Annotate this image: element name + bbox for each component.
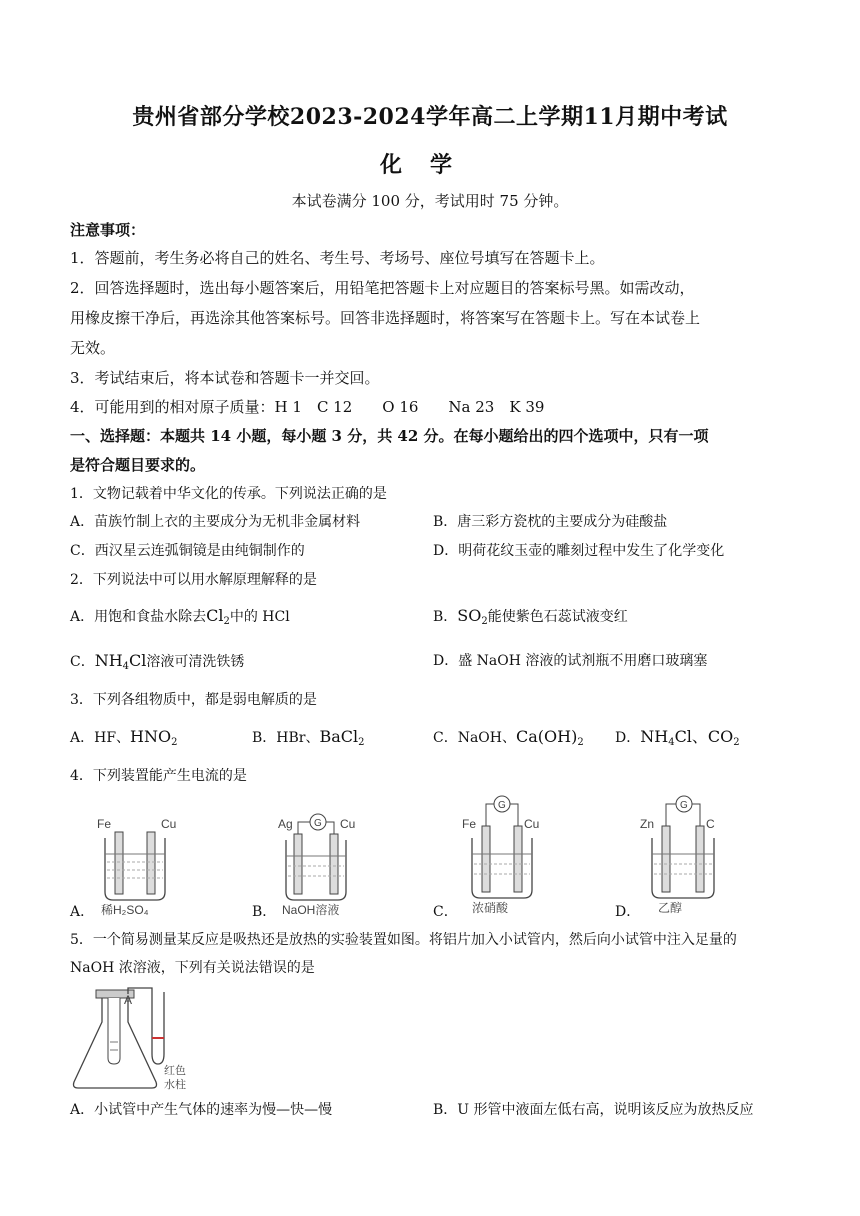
apparatus-a-diagram bbox=[95, 812, 180, 916]
wire bbox=[692, 804, 700, 826]
electrode bbox=[696, 826, 704, 892]
note-line: 用橡皮擦干净后，再选涂其他答案标号。回答非选择题时，将答案写在答题卡上。写在本试卷上 bbox=[70, 309, 701, 327]
wire bbox=[326, 822, 334, 834]
apparatus-b-diagram bbox=[274, 812, 364, 916]
beaker bbox=[472, 838, 532, 898]
option-d bbox=[615, 727, 740, 753]
note-line: 3．考试结束后，将本试卷和答题卡一并交回。 bbox=[70, 369, 380, 387]
formula: Cl bbox=[206, 606, 224, 625]
option-d: D．盛 NaOH 溶液的试剂瓶不用磨口玻璃塞 bbox=[433, 653, 708, 669]
option-text: C．NaOH、 bbox=[433, 730, 516, 746]
option-b bbox=[252, 727, 365, 753]
electrode-label: Cu bbox=[161, 817, 177, 831]
meter-label: G bbox=[498, 800, 506, 811]
beaker bbox=[652, 838, 714, 898]
option-d: D．明荷花纹玉壶的雕刻过程中发生了化学变化 bbox=[433, 543, 725, 559]
option-letter: C． bbox=[433, 904, 458, 920]
electrode-label: Ag bbox=[278, 817, 293, 831]
subscript: 2 bbox=[481, 616, 488, 627]
wire bbox=[666, 804, 676, 826]
option-b: B．唐三彩方瓷枕的主要成分为硅酸盐 bbox=[433, 514, 668, 530]
solution-label: 乙醇 bbox=[658, 901, 683, 915]
question-stem: 1．文物记载着中华文化的传承。下列说法正确的是 bbox=[70, 486, 387, 502]
u-tube-bend bbox=[152, 992, 164, 1064]
note-line: 4．可能用到的相对原子质量：H 1 C 12 O 16 Na 23 K 39 bbox=[70, 398, 545, 416]
option-c: C．西汉星云连弧铜镜是由纯铜制作的 bbox=[70, 543, 305, 559]
question-stem: 5．一个简易测量某反应是吸热还是放热的实验装置如图。将铝片加入小试管内，然后向小试管中注入足量的 bbox=[70, 932, 737, 948]
subscript: 4 bbox=[122, 661, 130, 672]
meter-label: G bbox=[680, 800, 688, 811]
option-letter: A． bbox=[70, 904, 95, 920]
option-b bbox=[433, 606, 628, 632]
note-line: 无效。 bbox=[70, 339, 116, 357]
wire bbox=[486, 804, 494, 826]
option-text: A．用饱和食盐水除去 bbox=[70, 609, 207, 625]
option-a bbox=[70, 727, 178, 753]
question-stem: 2．下列说法中可以用水解原理解释的是 bbox=[70, 572, 317, 588]
red-water-label: 红色 bbox=[164, 1065, 186, 1077]
formula: NH bbox=[94, 651, 123, 670]
subscript: 4 bbox=[668, 737, 675, 748]
subscript: 2 bbox=[733, 737, 740, 748]
question-stem: 4．下列装置能产生电流的是 bbox=[70, 768, 247, 784]
electrode-label: Fe bbox=[462, 817, 477, 831]
formula: BaCl bbox=[319, 727, 359, 746]
solution-label: NaOH溶液 bbox=[282, 903, 340, 916]
section-heading: 是符合题目要求的。 bbox=[70, 456, 206, 474]
electrode bbox=[482, 826, 490, 892]
section-heading: 一、选择题：本题共 14 小题，每小题 3 分，共 42 分。在每小题给出的四个选项中，只有一项 bbox=[70, 427, 709, 445]
notes-heading: 注意事项： bbox=[70, 221, 146, 239]
option-a: A．小试管中产生气体的速率为慢—快—慢 bbox=[70, 1102, 333, 1118]
electrode-label: Zn bbox=[640, 817, 655, 831]
option-text: 溶液可清洗铁锈 bbox=[146, 654, 245, 670]
option-c bbox=[70, 651, 244, 677]
subscript: 2 bbox=[577, 737, 584, 748]
option-a bbox=[70, 606, 290, 632]
option-c bbox=[433, 727, 584, 753]
option-text: A．HF、 bbox=[70, 730, 131, 746]
formula: NH bbox=[640, 727, 669, 746]
formula: Cl bbox=[129, 651, 147, 670]
option-text: 中的 HCl bbox=[229, 609, 290, 625]
subscript: 2 bbox=[171, 737, 178, 748]
electrode bbox=[147, 832, 155, 894]
electrode bbox=[662, 826, 670, 892]
option-a: A．苗族竹制上衣的主要成分为无机非金属材料 bbox=[70, 514, 361, 530]
page-title: 贵州省部分学校2023-2024学年高二上学期11月期中考试 bbox=[132, 104, 728, 130]
note-line: 1．答题前，考生务必将自己的姓名、考生号、考场号、座位号填写在答题卡上。 bbox=[70, 249, 605, 267]
electrode-label: Cu bbox=[340, 817, 356, 831]
electrode bbox=[514, 826, 522, 892]
meter-label: G bbox=[314, 818, 322, 829]
wire bbox=[298, 822, 310, 834]
solution-label: 浓硝酸 bbox=[472, 901, 509, 915]
electrode bbox=[115, 832, 123, 894]
question-stem: 3．下列各组物质中，都是弱电解质的是 bbox=[70, 692, 317, 708]
red-water-label: 水柱 bbox=[164, 1079, 186, 1091]
apparatus-c-diagram bbox=[458, 792, 548, 916]
exam-info: 本试卷满分 100 分，考试用时 75 分钟。 bbox=[291, 192, 569, 210]
formula: Ca(OH) bbox=[516, 727, 578, 746]
solution-label: 稀H₂SO₄ bbox=[101, 903, 149, 916]
electrode-label: C bbox=[706, 817, 715, 831]
formula: Cl、CO bbox=[674, 727, 734, 746]
question-stem: NaOH 浓溶液，下列有关说法错误的是 bbox=[70, 960, 315, 976]
option-b: B．U 形管中液面左低右高，说明该反应为放热反应 bbox=[433, 1102, 754, 1118]
note-line: 2．回答选择题时，选出每小题答案后，用铅笔把答题卡上对应题目的答案标号黑。如需改动， bbox=[70, 279, 695, 297]
electrode bbox=[330, 834, 338, 894]
subscript: 2 bbox=[223, 616, 230, 627]
option-text: C． bbox=[70, 654, 95, 670]
electrode bbox=[294, 834, 302, 894]
electrode-label: Cu bbox=[524, 817, 540, 831]
formula: HNO bbox=[130, 727, 172, 746]
wire bbox=[510, 804, 518, 826]
subscript: 2 bbox=[358, 737, 365, 748]
option-letter: B． bbox=[252, 904, 277, 920]
subject-title: 化学 bbox=[379, 152, 480, 178]
beaker bbox=[105, 838, 165, 900]
thermal-experiment-diagram bbox=[68, 982, 188, 1094]
option-text: B． bbox=[433, 609, 458, 625]
test-tube bbox=[108, 998, 120, 1064]
tube-label: A bbox=[124, 993, 133, 1007]
electrode-label: Fe bbox=[97, 817, 112, 831]
option-letter: D． bbox=[615, 904, 641, 920]
option-text: D． bbox=[615, 730, 641, 746]
option-text: 能使紫色石蕊试液变红 bbox=[487, 609, 628, 625]
apparatus-d-diagram bbox=[638, 792, 728, 916]
formula: SO bbox=[457, 606, 482, 625]
option-text: B．HBr、 bbox=[252, 730, 320, 746]
